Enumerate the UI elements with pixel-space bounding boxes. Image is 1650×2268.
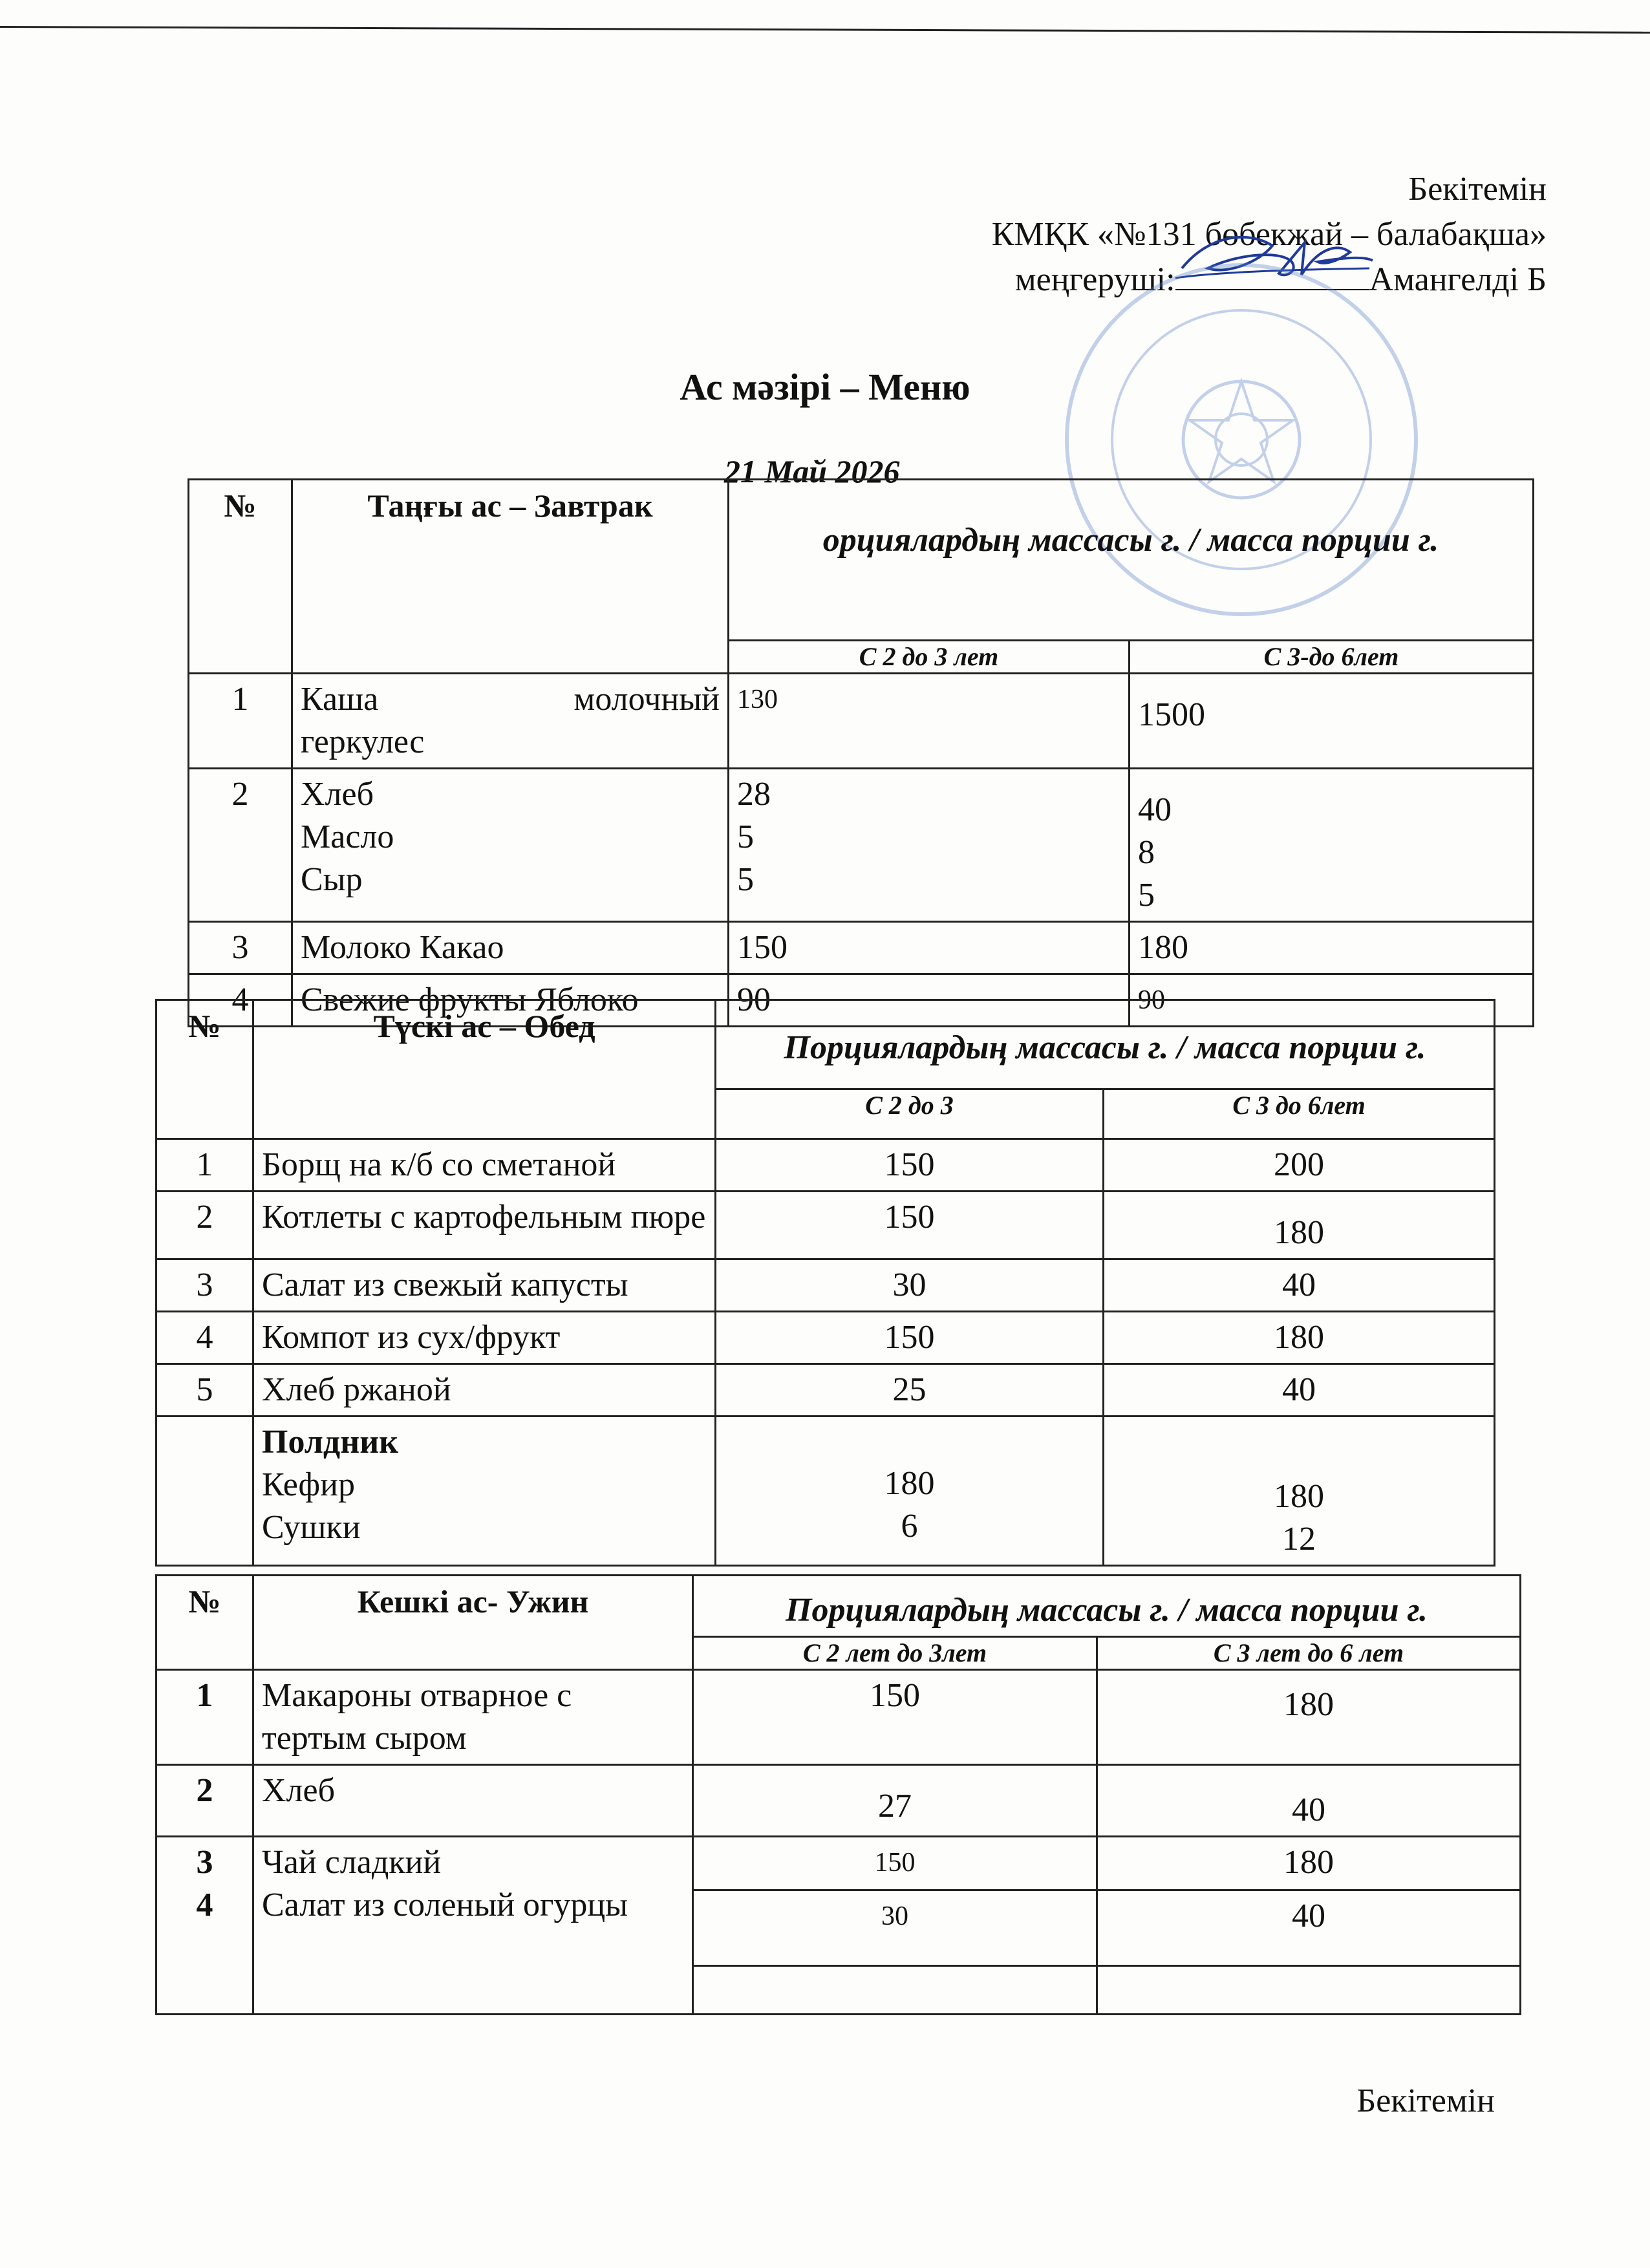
- row-number-empty: [156, 1417, 253, 1566]
- age-2-3-header: С 2 до 3: [716, 1089, 1104, 1139]
- snack-items: [253, 1417, 716, 1566]
- table-row: [156, 1417, 1495, 1566]
- row-number: 4: [196, 1887, 213, 1923]
- age-3-6-header: С 3 до 6лет: [1104, 1089, 1495, 1139]
- col-mass-header: орциялардың массасы г. / масса порции г.: [729, 480, 1534, 641]
- dish-item: Сыр: [301, 861, 363, 898]
- portion-value: 6: [901, 1508, 918, 1545]
- portion-2-3: 150: [693, 1670, 1097, 1765]
- row-number: 1: [156, 1670, 253, 1765]
- portion-2-3: 150: [729, 922, 1130, 974]
- dish-name: Компот из сух/фрукт: [253, 1312, 716, 1364]
- dish-item: Масло: [301, 818, 394, 855]
- col-meal-header: Кешкі ас- Ужин: [253, 1576, 693, 1670]
- col-number-header: №: [189, 480, 292, 674]
- table-header-row: [156, 1000, 1495, 1089]
- table-header-row: [156, 1576, 1521, 1637]
- portion-3-6: 180: [1104, 1192, 1495, 1259]
- table-row: [156, 1670, 1521, 1765]
- table-row: [156, 1364, 1495, 1417]
- empty-cell: [693, 1966, 1097, 2015]
- row-number: 3: [156, 1259, 253, 1312]
- col-number-header: №: [156, 1576, 253, 1670]
- row-number: 4: [189, 974, 292, 1027]
- row-number: 3: [196, 1844, 213, 1881]
- portion-2-3: [716, 1417, 1104, 1566]
- dish-item: Хлеб: [301, 776, 374, 813]
- portion-value: 30: [694, 1889, 1096, 1938]
- portion-value: 150: [874, 1848, 916, 1878]
- row-number: 2: [156, 1192, 253, 1259]
- approval-position: меңгеруші:: [1014, 261, 1175, 298]
- portion-value: 180: [1283, 1844, 1334, 1881]
- dish-name: [292, 674, 729, 769]
- portion-value: 180: [884, 1465, 935, 1502]
- table-row: [156, 1192, 1495, 1259]
- portion-2-3: 130: [729, 674, 1130, 769]
- snack-title: Полдник: [262, 1424, 399, 1460]
- portion-value: 5: [737, 861, 754, 898]
- portion-value: 180: [1274, 1478, 1324, 1515]
- age-2-3-header: С 2 лет до 3лет: [693, 1637, 1097, 1670]
- portion-3-6: [1097, 1837, 1521, 1966]
- age-3-6-header: С 3 лет до 6 лет: [1097, 1637, 1521, 1670]
- dish-name: Котлеты с картофельным пюре: [253, 1192, 716, 1259]
- dish-name-part: геркулес: [301, 723, 425, 760]
- table-row: [156, 1765, 1521, 1837]
- portion-2-3: 150: [716, 1192, 1104, 1259]
- approval-line-2: КМҚК «№131 бөбекжай – балабақша»: [991, 216, 1547, 253]
- col-mass-header: Порциялардың массасы г. / масса порции г.: [693, 1576, 1521, 1637]
- table-header-row: [189, 480, 1534, 641]
- portion-2-3: [693, 1837, 1097, 1966]
- table-row: [156, 1139, 1495, 1192]
- lunch-table: [155, 999, 1495, 1567]
- portion-3-6: 1500: [1130, 674, 1534, 769]
- portion-3-6: 40: [1104, 1259, 1495, 1312]
- table-row: [189, 769, 1534, 922]
- portion-value: 28: [737, 776, 771, 813]
- row-number: 1: [156, 1139, 253, 1192]
- portion-value: 40: [1098, 1889, 1519, 1938]
- portion-3-6: 180: [1130, 922, 1534, 974]
- portion-2-3: 150: [716, 1139, 1104, 1192]
- portion-2-3: 27: [693, 1765, 1097, 1837]
- portion-3-6: 180: [1104, 1312, 1495, 1364]
- footer-approval: Бекітемін: [1356, 2082, 1495, 2119]
- table-row: [156, 1312, 1495, 1364]
- dish-name: Салат из свежый капусты: [253, 1259, 716, 1312]
- portion-3-6: [1130, 769, 1534, 922]
- approval-line-1: Бекітемін: [1408, 171, 1547, 208]
- col-mass-header: Порциялардың массасы г. / масса порции г.: [716, 1000, 1495, 1089]
- dish-name-part: молочный: [573, 681, 720, 718]
- portion-value: 5: [1138, 877, 1155, 914]
- col-number-header: №: [156, 1000, 253, 1139]
- dish-name: Свежие фрукты Яблоко: [292, 974, 729, 1027]
- snack-item: Кефир: [262, 1466, 355, 1503]
- dish-name: Макароны отварное с тертым сыром: [253, 1670, 693, 1765]
- top-rule: [0, 26, 1650, 34]
- dish-name: [292, 769, 729, 922]
- col-meal-header: Түскі ас – Обед: [253, 1000, 716, 1139]
- table-row: [156, 1259, 1495, 1312]
- age-2-3-header: С 2 до 3 лет: [729, 641, 1130, 674]
- row-number: 5: [156, 1364, 253, 1417]
- dish-item: Салат из соленый огурцы: [262, 1887, 628, 1923]
- portion-3-6: 40: [1104, 1364, 1495, 1417]
- table-row: [189, 922, 1534, 974]
- portion-2-3: 90: [729, 974, 1130, 1027]
- row-number: 4: [156, 1312, 253, 1364]
- portion-value: 40: [1138, 791, 1172, 828]
- portion-2-3: 30: [716, 1259, 1104, 1312]
- approval-name: Амангелді Б: [1369, 261, 1547, 298]
- row-number: 1: [189, 674, 292, 769]
- portion-2-3: [729, 769, 1130, 922]
- dish-name-part: Каша: [301, 681, 379, 718]
- portion-2-3: 150: [716, 1312, 1104, 1364]
- dinner-table: [155, 1574, 1521, 2015]
- portion-value: 8: [1138, 834, 1155, 871]
- portion-3-6: 180: [1097, 1670, 1521, 1765]
- snack-item: Сушки: [262, 1509, 361, 1546]
- portion-value: 5: [737, 818, 754, 855]
- dish-name: Молоко Какао: [292, 922, 729, 974]
- table-row: [156, 1837, 1521, 1966]
- dish-name: Хлеб: [253, 1765, 693, 1837]
- row-number: 3: [189, 922, 292, 974]
- dish-name: Хлеб ржаной: [253, 1364, 716, 1417]
- portion-3-6: 200: [1104, 1139, 1495, 1192]
- dish-names: [253, 1837, 693, 2015]
- dish-item: Чай сладкий: [262, 1844, 442, 1881]
- row-numbers: [156, 1837, 253, 2015]
- col-meal-header: Таңғы ас – Завтрак: [292, 480, 729, 674]
- empty-cell: [1097, 1966, 1521, 2015]
- breakfast-table: [188, 478, 1534, 1027]
- row-number: 2: [156, 1765, 253, 1837]
- portion-3-6: 40: [1097, 1765, 1521, 1837]
- menu-date: 21 Май 2026: [724, 453, 900, 489]
- portion-3-6: 90: [1130, 974, 1534, 1027]
- portion-value: 12: [1282, 1521, 1316, 1557]
- dish-name: Борщ на к/б со сметаной: [253, 1139, 716, 1192]
- portion-2-3: 25: [716, 1364, 1104, 1417]
- page-title: Ас мәзірі – Меню: [680, 366, 970, 408]
- row-number: 2: [189, 769, 292, 922]
- portion-3-6: [1104, 1417, 1495, 1566]
- table-row: [189, 674, 1534, 769]
- age-3-6-header: С 3-до 6лет: [1130, 641, 1534, 674]
